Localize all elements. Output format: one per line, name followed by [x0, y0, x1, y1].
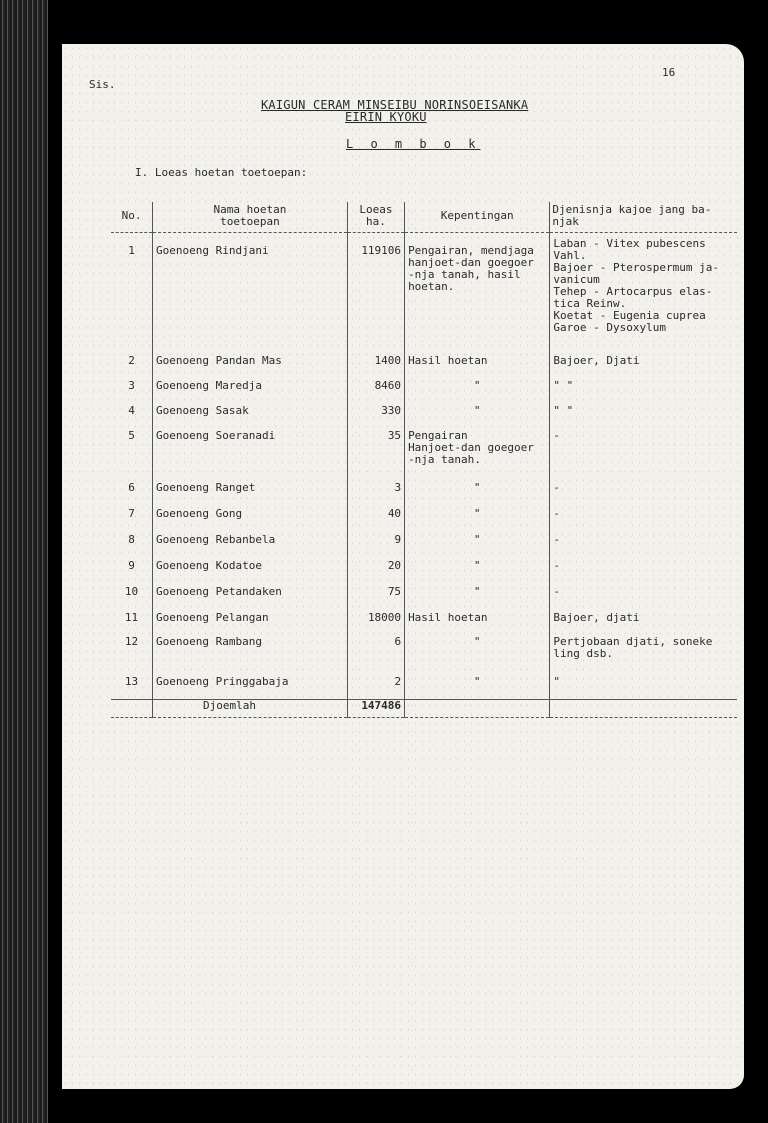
- header-area: Loeas ha.: [347, 202, 404, 233]
- total-use-cell: [405, 700, 550, 718]
- row-area: 1400: [347, 355, 404, 380]
- table-row: [111, 676, 737, 700]
- table-row: [111, 508, 737, 534]
- row-area: 119106: [347, 233, 404, 355]
- row-types: -: [550, 586, 737, 612]
- row-types: -: [550, 430, 737, 482]
- table-row: [111, 355, 737, 380]
- row-name: Goenoeng Rebanbela: [153, 534, 348, 560]
- row-types: Bajoer, Djati: [550, 355, 737, 380]
- row-use: ": [405, 534, 550, 560]
- region-heading: L o m b o k: [346, 137, 481, 151]
- row-use: ": [405, 560, 550, 586]
- header-types: Djenisnja kajoe jang ba- njak: [550, 202, 737, 233]
- row-name: Goenoeng Rambang: [153, 636, 348, 676]
- left-mark: Sis.: [89, 78, 116, 91]
- row-area: 75: [347, 586, 404, 612]
- table-row: [111, 636, 737, 676]
- row-use: ": [405, 676, 550, 700]
- table-row: [111, 612, 737, 636]
- row-types: Pertjobaan djati, soneke ling dsb.: [550, 636, 737, 676]
- row-area: 9: [347, 534, 404, 560]
- row-area: 35: [347, 430, 404, 482]
- row-use: ": [405, 586, 550, 612]
- row-name: Goenoeng Kodatoe: [153, 560, 348, 586]
- row-no: 13: [124, 674, 139, 688]
- row-no: 3: [128, 378, 135, 392]
- total-types-cell: [550, 700, 737, 718]
- row-use: Hasil hoetan: [405, 355, 550, 380]
- total-label: Djoemlah: [153, 700, 348, 718]
- table-row: [111, 586, 737, 612]
- row-name: Goenoeng Sasak: [153, 405, 348, 430]
- row-area: 6: [347, 636, 404, 676]
- row-no: 7: [128, 506, 135, 520]
- total-no-cell: [111, 700, 153, 718]
- row-types: " ": [550, 380, 737, 405]
- forest-table: [111, 202, 737, 718]
- row-use: Pengairan, mendjaga hanjoet-dan goegoer -nja tanah, hasil hoetan.: [405, 233, 550, 355]
- row-no: 5: [128, 428, 135, 442]
- row-name: Goenoeng Rindjani: [153, 233, 348, 355]
- row-no: 12: [124, 634, 139, 648]
- row-types: -: [550, 482, 737, 508]
- row-name: Goenoeng Pandan Mas: [153, 355, 348, 380]
- table-row: [111, 534, 737, 560]
- table-header-row: [111, 202, 737, 233]
- header-name: Nama hoetan toetoepan: [153, 202, 348, 233]
- section-heading-text: I. Loeas hoetan toetoepan:: [135, 166, 308, 179]
- row-use: ": [405, 508, 550, 534]
- row-types: ": [550, 676, 737, 700]
- scan-edge: [0, 0, 48, 1123]
- row-area: 330: [347, 405, 404, 430]
- row-types: " ": [550, 405, 737, 430]
- row-name: Goenoeng Pringgabaja: [153, 676, 348, 700]
- row-use: Pengairan Hanjoet-dan goegoer -nja tanah.: [405, 430, 550, 482]
- section-heading: [135, 166, 307, 179]
- title-line2: EIRIN KYOKU: [345, 110, 427, 124]
- row-no: 4: [128, 403, 135, 417]
- document-page: [62, 44, 744, 1089]
- table-row: [111, 482, 737, 508]
- row-types: -: [550, 560, 737, 586]
- header-no: No.: [111, 202, 153, 233]
- row-no: 9: [128, 558, 135, 572]
- total-value: 147486: [347, 700, 404, 718]
- row-types: -: [550, 508, 737, 534]
- row-use: ": [405, 380, 550, 405]
- table-row: [111, 430, 737, 482]
- row-use: ": [405, 482, 550, 508]
- row-name: Goenoeng Gong: [153, 508, 348, 534]
- total-row: [111, 700, 737, 718]
- row-use: ": [405, 636, 550, 676]
- row-name: Goenoeng Ranget: [153, 482, 348, 508]
- table-row: [111, 233, 737, 355]
- row-no: 1: [128, 244, 135, 257]
- row-name: Goenoeng Soeranadi: [153, 430, 348, 482]
- row-no: 8: [128, 532, 135, 546]
- table-row: [111, 380, 737, 405]
- row-no: 2: [128, 353, 135, 367]
- row-types: [550, 233, 737, 355]
- row-types-text: Laban - Vitex pubescens Vahl. Bajoer - Pterospermum ja- vanicum Tehep - Artocarpus elas- tica Reinw. Koetat - Eugenia cuprea Garoe - Dysoxylum: [553, 237, 719, 334]
- row-area: 3: [347, 482, 404, 508]
- row-use: Hasil hoetan: [405, 612, 550, 636]
- row-area: 20: [347, 560, 404, 586]
- row-no: 11: [124, 610, 139, 624]
- row-no: 6: [128, 480, 135, 494]
- row-area: 8460: [347, 380, 404, 405]
- row-area: 40: [347, 508, 404, 534]
- row-use: ": [405, 405, 550, 430]
- row-no: 10: [124, 584, 139, 598]
- table-row: [111, 560, 737, 586]
- row-area: 18000: [347, 612, 404, 636]
- row-name: Goenoeng Pelangan: [153, 612, 348, 636]
- title-line1: KAIGUN CERAM MINSEIBU NORINSOEISANKA: [261, 98, 529, 112]
- row-area: 2: [347, 676, 404, 700]
- row-name: Goenoeng Petandaken: [153, 586, 348, 612]
- table-row: [111, 405, 737, 430]
- page-number: 16: [662, 66, 676, 79]
- row-types: -: [550, 534, 737, 560]
- row-name: Goenoeng Maredja: [153, 380, 348, 405]
- row-types: Bajoer, djati: [550, 612, 737, 636]
- header-use: Kepentingan: [405, 202, 550, 233]
